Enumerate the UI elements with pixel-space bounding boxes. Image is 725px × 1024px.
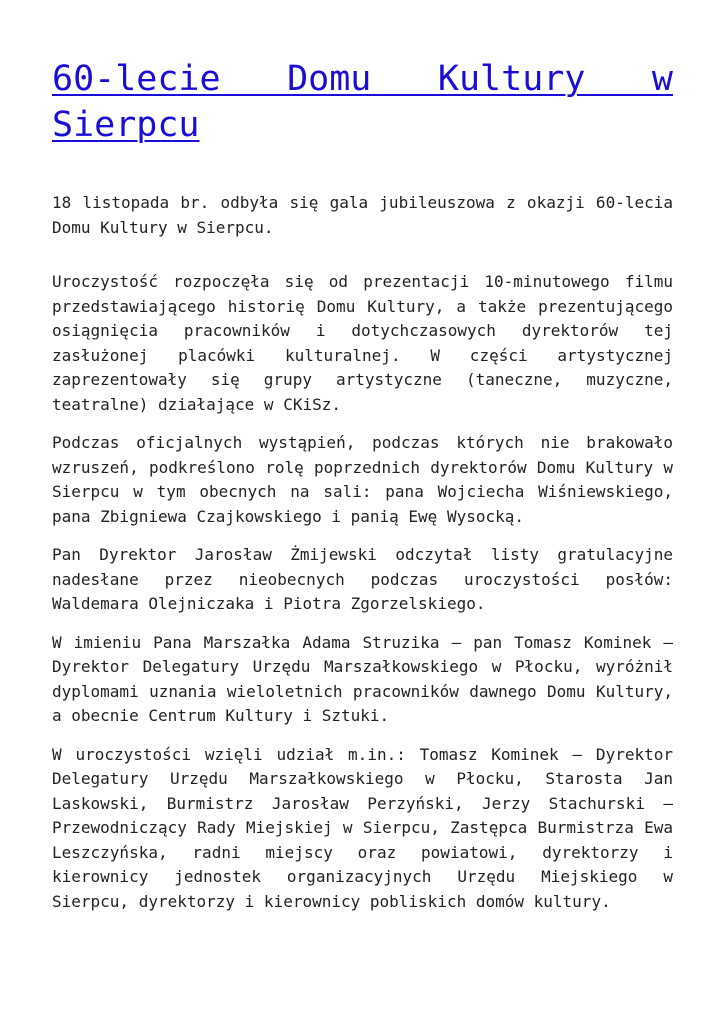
paragraph-letters: Pan Dyrektor Jarosław Żmijewski odczytał listy gratulacyjne nadesłane przez nieobecnych podczas uroczystości posłów: Waldemara Olejniczaka i Piotra Zgorzelskiego. [52,545,673,613]
paragraph-awards: W imieniu Pana Marszałka Adama Struzika – pan Tomasz Kominek – Dyrektor Delegatury Urzędu Marszałkowskiego w Płocku, wyróżnił dyplomami uznania wieloletnich pracowników dawnego Domu Kultury, a obecnie Centrum Kultury i Sztuki. [52,632,673,725]
article [52,56,673,928]
article-body [52,191,673,914]
paragraph-speeches: Podczas oficjalnych wystąpień, podczas których nie brakowało wzruszeń, podkreślono rolę poprzednich dyrektorów Domu Kultury w Sierpcu w tym obecnych na sali: pana Wojciecha Wiśniewskiego, pana Zbigniewa Czajkowskiego i panią Ewę Wysocką. [52,433,673,526]
paragraph-intro: 18 listopada br. odbyła się gala jubileuszowa z okazji 60-lecia Domu Kultury w Sierpcu. [52,193,673,237]
title-link[interactable]: 60-lecie Domu Kultury w Sierpcu [52,59,673,145]
page-title [52,56,673,148]
paragraph-ceremony: Uroczystość rozpoczęła się od prezentacji 10-minutowego filmu przedstawiającego historię Domu Kultury, a także prezentującego osiągnięcia pracowników i dotychczasowych dyrektorów tej zasłużonej placówki kulturalnej. W części artystycznej zaprezentowały się grupy artystyczne (taneczne, muzyczne, teatralne) działające w CKiSz. [52,272,673,414]
paragraph-guests: W uroczystości wzięli udział m.in.: Tomasz Kominek – Dyrektor Delegatury Urzędu Marszałkowskiego w Płocku, Starosta Jan Laskowski, Burmistrz Jarosław Perzyński, Jerzy Stachurski – Przewodniczący Rady Miejskiej w Sierpcu, Zastępca Burmistrza Ewa Leszczyńska, radni miejscy oraz powiatowi, dyrektorzy i kierownicy jednostek organizacyjnych Urzędu Miejskiego w Sierpcu, dyrektorzy i kierownicy pobliskich domów kultury. [52,744,673,911]
